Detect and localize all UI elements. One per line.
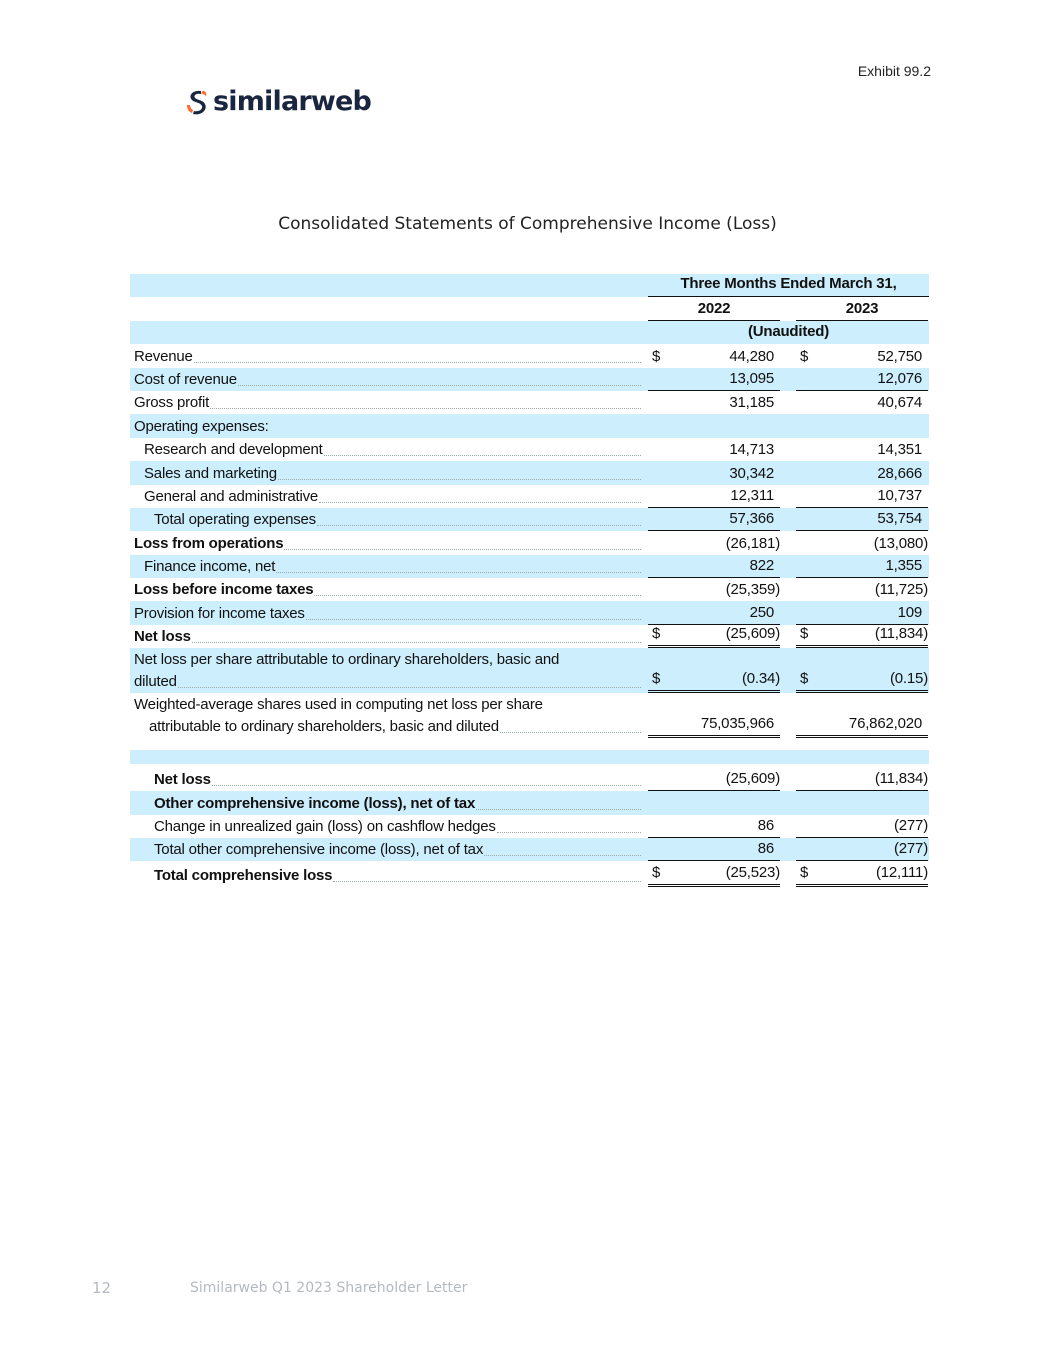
value-2022: (25,523)	[725, 864, 780, 882]
value-2023: (11,725)	[874, 581, 928, 599]
table-row-net-loss-oci	[130, 764, 929, 791]
value-2023: (11,834)	[874, 625, 928, 643]
statement-title: Consolidated Statements of Comprehensive Income (Loss)	[278, 214, 777, 234]
row-label: Change in unrealized gain (loss) on cashflow hedges	[154, 818, 496, 836]
row-label: Net loss	[134, 628, 191, 646]
table-row-sales-marketing	[130, 461, 929, 484]
header-row-years	[130, 297, 929, 320]
value-2022: 86	[757, 817, 774, 835]
table-row-loss-before-taxes	[130, 578, 929, 601]
value-2022: (25,609)	[725, 770, 780, 788]
value-2023: 40,674	[877, 394, 922, 412]
table-row-rnd	[130, 438, 929, 461]
table-row-unrealized-gain	[130, 815, 929, 838]
logo-wordmark: similarweb	[213, 86, 372, 117]
row-label: Revenue	[134, 347, 193, 365]
value-2022: (0.34)	[742, 670, 780, 688]
row-label: Loss before income taxes	[134, 581, 314, 599]
row-label: Operating expenses:	[134, 417, 269, 435]
row-label: Total operating expenses	[154, 511, 316, 529]
table-divider-row	[130, 750, 929, 764]
row-label: Loss from operations	[134, 534, 284, 552]
table-row-net-loss	[130, 625, 929, 648]
currency-symbol: $	[652, 864, 661, 882]
value-2022: 14,713	[729, 441, 774, 459]
row-label-line1: Net loss per share attributable to ordinary shareholders, basic and	[134, 651, 560, 669]
table-row-total-comprehensive-loss	[130, 861, 929, 887]
row-label-line2: diluted	[134, 673, 177, 691]
value-2022: 86	[757, 840, 774, 858]
currency-symbol: $	[800, 670, 809, 688]
value-2022: 31,185	[729, 394, 774, 412]
value-2022: 57,366	[729, 510, 774, 528]
currency-symbol: $	[652, 347, 661, 365]
row-label: Gross profit	[134, 394, 210, 412]
row-label: Other comprehensive income (loss), net of tax	[154, 794, 476, 812]
row-label: Finance income, net	[144, 558, 276, 576]
row-label-line1: Weighted-average shares used in computing net loss per share	[134, 696, 543, 714]
table-row-g-and-a	[130, 485, 929, 508]
currency-symbol: $	[652, 670, 661, 688]
value-2023: (13,080)	[873, 534, 928, 552]
header-row-unaudited	[130, 321, 929, 344]
table-row-total-oci	[130, 838, 929, 861]
value-2023: 1,355	[885, 557, 922, 575]
income-statement-table	[130, 274, 929, 887]
page-number: 12	[92, 1279, 112, 1297]
footer-doc-title: Similarweb Q1 2023 Shareholder Letter	[190, 1280, 468, 1296]
table-row-eps	[130, 648, 929, 693]
table-row-loss-from-operations	[130, 531, 929, 554]
value-2022: 44,280	[729, 347, 774, 365]
exhibit-label: Exhibit 99.2	[857, 63, 931, 79]
table-row-operating-expenses	[130, 414, 929, 437]
row-label: Research and development	[144, 441, 323, 459]
value-2023: 76,862,020	[848, 715, 922, 733]
value-2023: 52,750	[877, 347, 922, 365]
table-gap	[130, 738, 929, 750]
similarweb-swirl-icon	[186, 89, 210, 115]
value-2022: (26,181)	[725, 534, 780, 552]
value-2023: (12,111)	[875, 864, 928, 882]
table-row-oci-header	[130, 791, 929, 814]
value-2022: 250	[749, 603, 774, 621]
value-2022: 12,311	[730, 486, 774, 504]
table-row-gross-profit	[130, 391, 929, 414]
unaudited-header: (Unaudited)	[747, 323, 830, 341]
row-label: Sales and marketing	[144, 464, 277, 482]
currency-symbol: $	[800, 625, 809, 643]
value-2022: 13,095	[729, 369, 774, 387]
row-label: Total comprehensive loss	[154, 867, 333, 885]
value-2022: 75,035,966	[700, 715, 774, 733]
value-2023: (0.15)	[890, 670, 928, 688]
currency-symbol: $	[800, 347, 809, 365]
value-2023: (277)	[893, 817, 928, 835]
table-row-revenue	[130, 344, 929, 367]
year-2023-header: 2023	[796, 298, 928, 321]
value-2023: 12,076	[877, 369, 922, 387]
table-row-total-opex	[130, 508, 929, 531]
table-row-weighted-shares	[130, 693, 929, 738]
period-header: Three Months Ended March 31,	[648, 273, 929, 297]
company-logo	[186, 86, 371, 117]
table-row-provision-taxes	[130, 601, 929, 624]
row-label: Provision for income taxes	[134, 604, 305, 622]
currency-symbol: $	[800, 864, 809, 882]
year-2022-header: 2022	[648, 298, 780, 321]
value-2023: (277)	[893, 840, 928, 858]
table-row-finance-income	[130, 555, 929, 578]
row-label: Cost of revenue	[134, 370, 237, 388]
value-2022: 30,342	[729, 464, 774, 482]
row-label-line2: attributable to ordinary shareholders, basic and diluted	[149, 718, 499, 736]
value-2023: 28,666	[877, 464, 922, 482]
value-2023: 53,754	[877, 510, 922, 528]
value-2022: 822	[749, 557, 774, 575]
value-2023: 109	[897, 603, 922, 621]
row-label: Total other comprehensive income (loss), net of tax	[154, 841, 484, 859]
row-label: General and administrative	[144, 487, 319, 505]
value-2023: 14,351	[877, 441, 922, 459]
currency-symbol: $	[652, 625, 661, 643]
row-label: Net loss	[154, 771, 211, 789]
header-row-period	[130, 274, 929, 297]
value-2022: (25,359)	[725, 581, 780, 599]
value-2023: (11,834)	[874, 770, 928, 788]
table-row-cost-of-revenue	[130, 368, 929, 391]
value-2023: 10,737	[877, 486, 922, 504]
value-2022: (25,609)	[725, 625, 780, 643]
